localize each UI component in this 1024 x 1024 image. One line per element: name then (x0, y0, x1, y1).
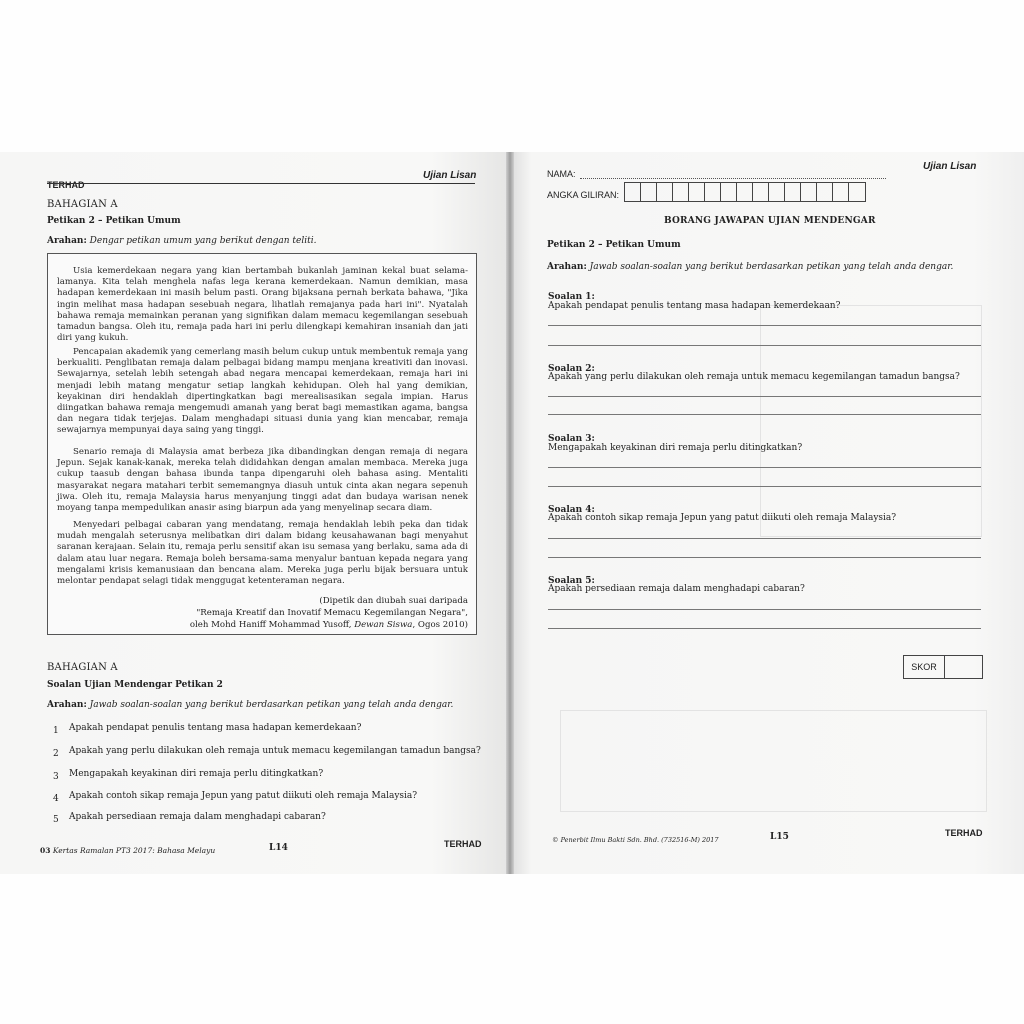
footer-book-title: Kertas Ramalan PT3 2017: Bahasa Melayu (52, 846, 216, 855)
right-header-ujian-lisan: Ujian Lisan (923, 161, 977, 172)
question-5-text: Apakah persediaan remaja dalam menghadapi cabaran? (69, 812, 326, 822)
left-header-rule (47, 183, 475, 184)
question-5-number: 5 (53, 815, 59, 825)
question-3-number: 3 (53, 772, 59, 782)
soalan-2-label: Soalan 2: (548, 364, 595, 374)
passage-paragraph-1: Usia kemerdekaan negara yang kian bertambah bukanlah jaminan kekal buat selama-lamanya. Kita telah menghela nafas lega kerana kemerdekaan. Namun demikian, masa hadapan kemerdekaan ini masih belum pasti. Orang bijaksana pernah berkata bahawa, "Jika ingin melihat masa hadapan sesebuah negara, lihatlah remajanya pada hari ini". Nyatalah bahawa remaja memainkan peranan yang signifikan dalam memacu kegemilangan sesebuah tamadun bangsa. Oleh itu, remaja pada hari ini perlu dilengkapi kemahiran insaniah dan jati diri yang kukuh. (57, 266, 468, 344)
soalan-3-answer-line-2[interactable] (548, 486, 981, 487)
soalan-5-label: Soalan 5: (548, 576, 595, 586)
arahan2-label: Arahan: (47, 700, 87, 710)
soalan-5-answer-line-2[interactable] (548, 628, 981, 629)
soalan-1-text: Apakah pendapat penulis tentang masa hadapan kemerdekaan? (548, 301, 841, 311)
right-page-number: L15 (770, 832, 789, 842)
soalan-2-answer-line-2[interactable] (548, 414, 981, 415)
soalan-3-label: Soalan 3: (548, 434, 595, 444)
soalan-2-text: Apakah yang perlu dilakukan oleh remaja untuk memacu kegemilangan tamadun bangsa? (548, 372, 960, 382)
answer-form-title: BORANG JAWAPAN UJIAN MENDENGAR (664, 216, 876, 226)
question-2-number: 2 (53, 749, 59, 759)
question-3-text: Mengapakah keyakinan diri remaja perlu ditingkatkan? (69, 769, 324, 779)
skor-field[interactable] (945, 656, 982, 678)
source-date: , Ogos 2010) (412, 620, 468, 630)
left-subtitle: Petikan 2 – Petikan Umum (47, 216, 181, 226)
right-arahan-label: Arahan: (547, 262, 587, 272)
angka-giliran-boxes[interactable] (624, 182, 866, 202)
skor-box (903, 655, 983, 679)
right-subtitle: Petikan 2 – Petikan Umum (547, 240, 681, 250)
soalan-1-answer-line-2[interactable] (548, 345, 981, 346)
soalan-1-label: Soalan 1: (548, 292, 595, 302)
skor-label: SKOR (904, 656, 945, 678)
source-line-2: "Remaja Kreatif dan Inovatif Memacu Kegemilangan Negara", (196, 608, 468, 618)
left-page-number: L14 (269, 843, 288, 853)
soalan-1-answer-line-1[interactable] (548, 325, 981, 326)
right-arahan (547, 262, 953, 272)
footer-code: 03 (40, 846, 51, 855)
soalan-5-answer-line-1[interactable] (548, 609, 981, 610)
left-header-ujian-lisan: Ujian Lisan (423, 170, 477, 181)
source-line-3 (190, 620, 468, 631)
question-1-text: Apakah pendapat penulis tentang masa hadapan kemerdekaan? (69, 723, 362, 733)
angka-giliran-label: ANGKA GILIRAN: (547, 190, 620, 200)
soalan-2-answer-line-1[interactable] (548, 396, 981, 397)
show-through-artifact (760, 305, 982, 537)
nama-field[interactable] (580, 178, 886, 179)
book-gutter (506, 152, 514, 874)
arahan-text: Dengar petikan umum yang berikut dengan teliti. (89, 236, 317, 246)
passage-paragraph-3: Senario remaja di Malaysia amat berbeza jika dibandingkan dengan remaja di negara Jepun. Sejak kanak-kanak, mereka telah dididahkan dengan amalan membaca. Mereka juga cukup taasub dengan bahasa ibunda tanpa dipengaruhi oleh bahasa asing. Mentaliti masyarakat negara matahari terbit sememangnya diasuh untuk cinta akan negara sepenuh jiwa. Oleh itu, remaja Malaysia harus menyanjung tinggi adat dan budaya warisan nenek moyang tanpa mempedulikan anasir asing biarpun ada yang menyelinap secara diam. (57, 447, 468, 514)
question-4-number: 4 (53, 794, 59, 804)
passage-box (47, 253, 477, 635)
arahan-label: Arahan: (47, 236, 87, 246)
arahan2-text: Jawab soalan-soalan yang berikut berdasarkan petikan yang telah anda dengar. (89, 700, 454, 710)
soalan-5-text: Apakah persediaan remaja dalam menghadapi cabaran? (548, 584, 805, 594)
soalan-4-answer-line-1[interactable] (548, 538, 981, 539)
soalan-4-text: Apakah contoh sikap remaja Jepun yang patut diikuti oleh remaja Malaysia? (548, 513, 897, 523)
right-footer-terhad: TERHAD (945, 828, 983, 838)
left-section2-title: BAHAGIAN A (47, 662, 118, 673)
left-section-title: BAHAGIAN A (47, 199, 118, 210)
left-header-terhad: TERHAD (47, 180, 85, 190)
question-2-text: Apakah yang perlu dilakukan oleh remaja untuk memacu kegemilangan tamadun bangsa? (69, 746, 481, 756)
nama-label: NAMA: (547, 169, 576, 179)
soalan-3-text: Mengapakah keyakinan diri remaja perlu ditingkatkan? (548, 443, 803, 453)
passage-paragraph-4: Menyedari pelbagai cabaran yang mendatang, remaja hendaklah lebih peka dan tidak mudah mengalah seterusnya melibatkan diri dalam bidang keusahawanan bagi menyahut saranan kerajaan. Selain itu, remaja perlu sensitif akan isu semasa yang berlaku, sama ada di dalam atau luar negara. Remaja boleh bersama-sama menyalur bantuan kepada negara yang mengalami krisis kemanusiaan dan bencana alam. Mereka juga perlu bijak bersuara untuk melontar pendapat selagi tidak menggugat ketenteraman negara. (57, 520, 468, 587)
left-footer (40, 846, 215, 855)
question-4-text: Apakah contoh sikap remaja Jepun yang patut diikuti oleh remaja Malaysia? (69, 791, 418, 801)
left-subtitle2: Soalan Ujian Mendengar Petikan 2 (47, 680, 223, 690)
source-line-1: (Dipetik dan diubah suai daripada (319, 596, 468, 606)
soalan-4-answer-line-2[interactable] (548, 557, 981, 558)
left-arahan2 (47, 700, 453, 710)
show-through-table (560, 710, 987, 812)
right-footer-copyright: © Penerbit Ilmu Bakti Sdn. Bhd. (732516-M) 2017 (552, 836, 719, 844)
passage-paragraph-2: Pencapaian akademik yang cemerlang masih belum cukup untuk membentuk remaja yang berkualiti. Penglibatan remaja dalam pelbagai bidang mampu menjana kreativiti dan inovasi. Sewajarnya, setelah lebih setengah abad negara mencapai kemerdekaan, remaja hari ini menjadi lebih matang mengatur setiap langkah kehidupan. Oleh hal yang demikian, keyakinan diri hendaklah dipertingkatkan bagi merealisasikan segala impian. Harus diingatkan bahawa remaja mengemudi amanah yang berat bagi memastikan agama, bangsa dan negara tidak terjejas. Dalam menghadapi situasi dunia yang kian mencabar, remaja sewajarnya mempunyai daya saing yang tinggi. (57, 347, 468, 436)
source-author: oleh Mohd Haniff Mohammad Yusoff, (189, 620, 355, 630)
soalan-3-answer-line-1[interactable] (548, 467, 981, 468)
question-1-number: 1 (53, 726, 59, 736)
right-arahan-text: Jawab soalan-soalan yang berikut berdasarkan petikan yang telah anda dengar. (589, 262, 954, 272)
left-arahan (47, 236, 316, 246)
source-publication: Dewan Siswa (354, 620, 413, 630)
soalan-4-label: Soalan 4: (548, 505, 595, 515)
left-footer-terhad: TERHAD (444, 839, 482, 849)
